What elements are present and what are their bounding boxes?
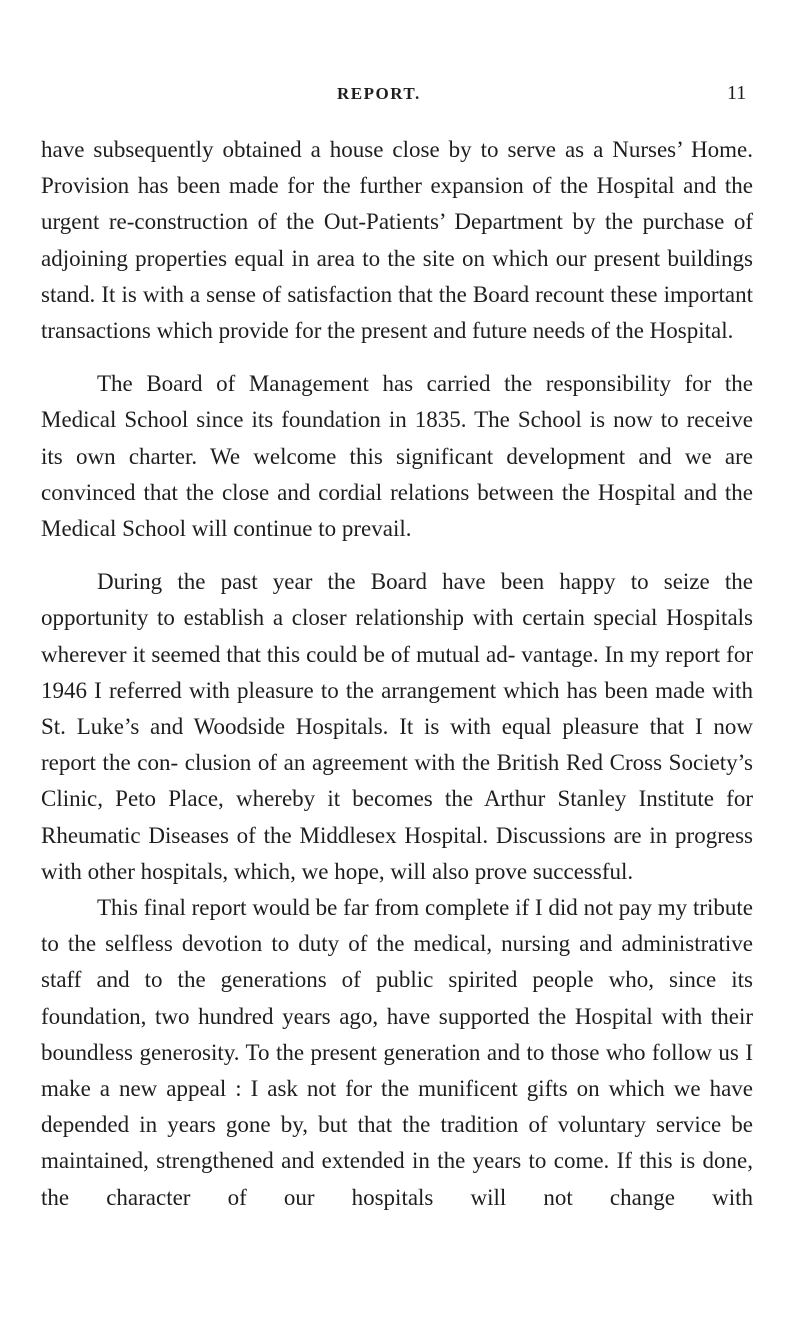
paragraph-special-hospitals: During the past year the Board have been happy to seize the opportunity to establish a closer relationship with certain special Hospitals wherever it seemed that this could be of mutual ad- vantage. In my report for 1946 I referred with pleasure to the arrangement which has been made with St. Luke’s and Woodside Hospitals. It is with equal pleasure that I now report the con- clusion of an agreement with the British Red Cross Society’s Clinic, Peto Place, whereby it becomes the Arthur Stanley Institute for Rheumatic Diseases of the Middlesex Hospital. Discussions are in progress with other hospitals, which, we hope, will also prove successful. — [41, 569, 753, 884]
page-number: 11 — [727, 82, 747, 104]
paragraph-medical-school: The Board of Management has carried the responsibility for the Medical School since its foundation in 1835. The School is now to receive its own charter. We welcome this significant development and we are convinced that the close and cordial relations between the Hospital and the Medical School will continue to prevail. — [41, 371, 753, 542]
paragraph-tribute: This final report would be far from complete if I did not pay my tribute to the selfless devotion to duty of the medical, nursing and administrative staff and to the generations of public spirited people who, since its foundation, two hundred years ago, have supported the Hospital with their boundless generosity. To the present generation and to those who follow us I make a new appeal : I ask not for the munificent gifts on which we have depended in years gone by, but that the tradition of voluntary service be maintained, strengthened and extended in the years to come. If this is done, the character of our hospitals will not change with — [41, 895, 753, 1210]
report-body — [41, 132, 753, 1216]
running-head — [0, 84, 800, 108]
paragraph-nurses-home: have subsequently obtained a house close by to serve as a Nurses’ Home. Provision has been made for the further expansion of the Hospital and the urgent re-construction of the Out-Patients’ Department by the purchase of adjoining properties equal in area to the site on which our present buildings stand. It is with a sense of satisfaction that the Board recount these important transactions which provide for the present and future needs of the Hospital. — [41, 137, 753, 344]
running-title: REPORT. — [337, 84, 421, 103]
